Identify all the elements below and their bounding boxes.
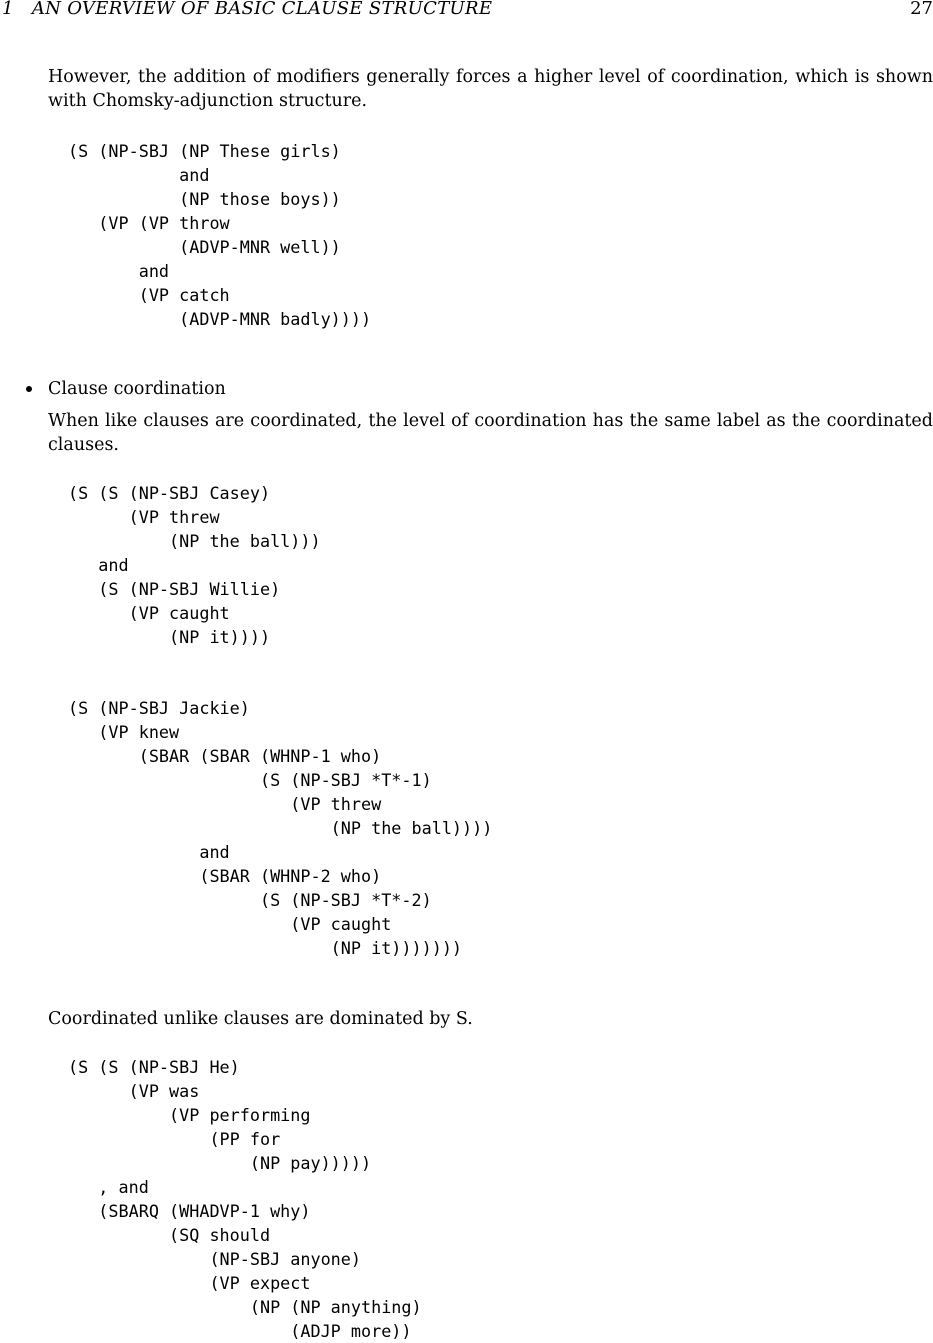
paragraph-unlike-clauses: Coordinated unlike clauses are dominated by S. — [48, 1009, 473, 1029]
bullet-dot-icon — [26, 386, 32, 392]
code-block-clause-coordination: (S (S (NP-SBJ Casey) (VP threw (NP the ball))) and (S (NP-SBJ Willie) (VP caught (NP it)))) — [68, 483, 321, 647]
paragraph-modifiers: However, the addition of modifiers generally forces a higher level of coordination, which is shown with Chomsky-adjunction structure. — [48, 67, 933, 111]
code-block-np-vp-coordination: (S (NP-SBJ (NP These girls) and (NP those boys)) (VP (VP throw (ADVP-MNR well)) and (VP catch (ADVP-MNR badly)))) — [68, 141, 372, 329]
page-number: 27 — [910, 0, 933, 19]
bullet-label: Clause coordination — [48, 379, 226, 399]
paragraph-clause-coordination: When like clauses are coordinated, the level of coordination has the same label as the coordinated clauses. — [48, 411, 933, 455]
code-block-sbar-coordination: (S (NP-SBJ Jackie) (VP knew (SBAR (SBAR (WHNP-1 who) (S (NP-SBJ *T*-1) (VP threw (NP the ball)))) and (SBAR (WHNP-2 who) (S (NP-SBJ *T*-2) (VP caught (NP it))))))) — [68, 698, 493, 958]
chapter-title: 1 AN OVERVIEW OF BASIC CLAUSE STRUCTURE — [2, 0, 493, 19]
code-block-unlike-clauses: (S (S (NP-SBJ He) (VP was (VP performing (PP for (NP pay))))) , and (SBARQ (WHADVP-1 why) (SQ should (NP-SBJ anyone) (VP expect (NP (NP anything) (ADJP more)) — [68, 1057, 422, 1341]
page-header — [0, 0, 933, 22]
